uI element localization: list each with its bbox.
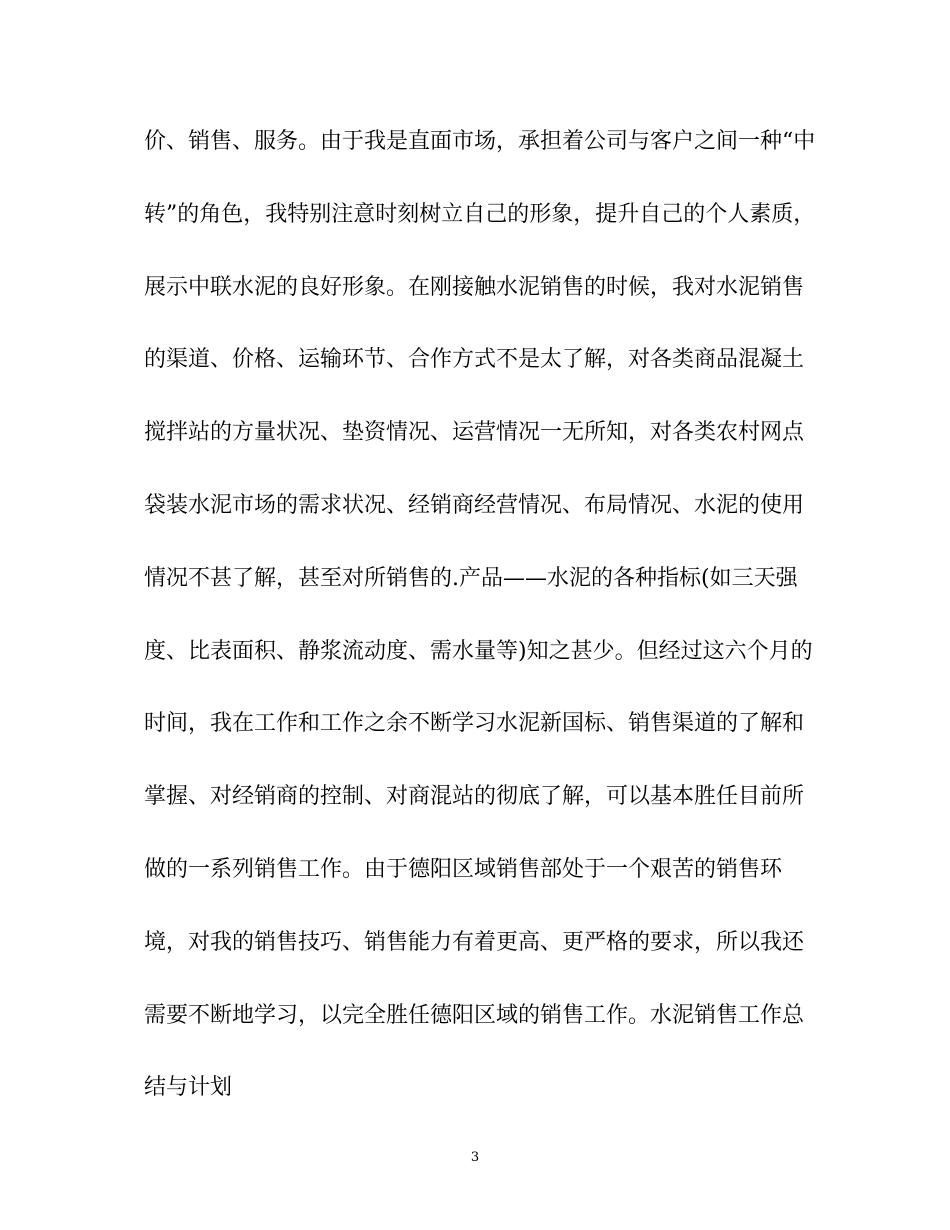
text-line-13: 需要不断地学习，以完全胜任德阳区域的销售工作。水泥销售工作总 bbox=[144, 1002, 805, 1028]
text-line-4: 的渠道、价格、运输环节、合作方式不是太了解，对各类商品混凝土 bbox=[144, 347, 805, 373]
text-line-6: 袋装水泥市场的需求状况、经销商经营情况、布局情况、水泥的使用 bbox=[144, 492, 805, 518]
text-line-12: 境，对我的销售技巧、销售能力有着更高、更严格的要求，所以我还 bbox=[144, 929, 805, 955]
text-line-14: 结与计划 bbox=[144, 1075, 233, 1101]
text-line-7: 情况不甚了解，甚至对所销售的.产品——水泥的各种指标(如三天强 bbox=[144, 565, 798, 591]
body-text bbox=[144, 122, 824, 1141]
text-line-11: 做的一系列销售工作。由于德阳区域销售部处于一个艰苦的销售环 bbox=[144, 856, 783, 882]
text-line-9: 时间，我在工作和工作之余不断学习水泥新国标、销售渠道的了解和 bbox=[144, 711, 805, 737]
text-line-5: 搅拌站的方量状况、垫资情况、运营情况一无所知，对各类农村网点 bbox=[144, 420, 805, 446]
text-line-2: 转”的角色，我特别注意时刻树立自己的形象，提升自己的个人素质， bbox=[144, 201, 816, 227]
text-line-1: 价、销售、服务。由于我是直面市场，承担着公司与客户之间一种“中 bbox=[144, 129, 816, 154]
text-line-8: 度、比表面积、静浆流动度、需水量等)知之甚少。但经过这六个月的 bbox=[144, 638, 813, 664]
page-number: 3 bbox=[470, 1150, 480, 1165]
text-line-3: 展示中联水泥的良好形象。在刚接触水泥销售的时候，我对水泥销售 bbox=[144, 274, 805, 300]
text-line-10: 掌握、对经销商的控制、对商混站的彻底了解，可以基本胜任目前所 bbox=[144, 784, 805, 810]
